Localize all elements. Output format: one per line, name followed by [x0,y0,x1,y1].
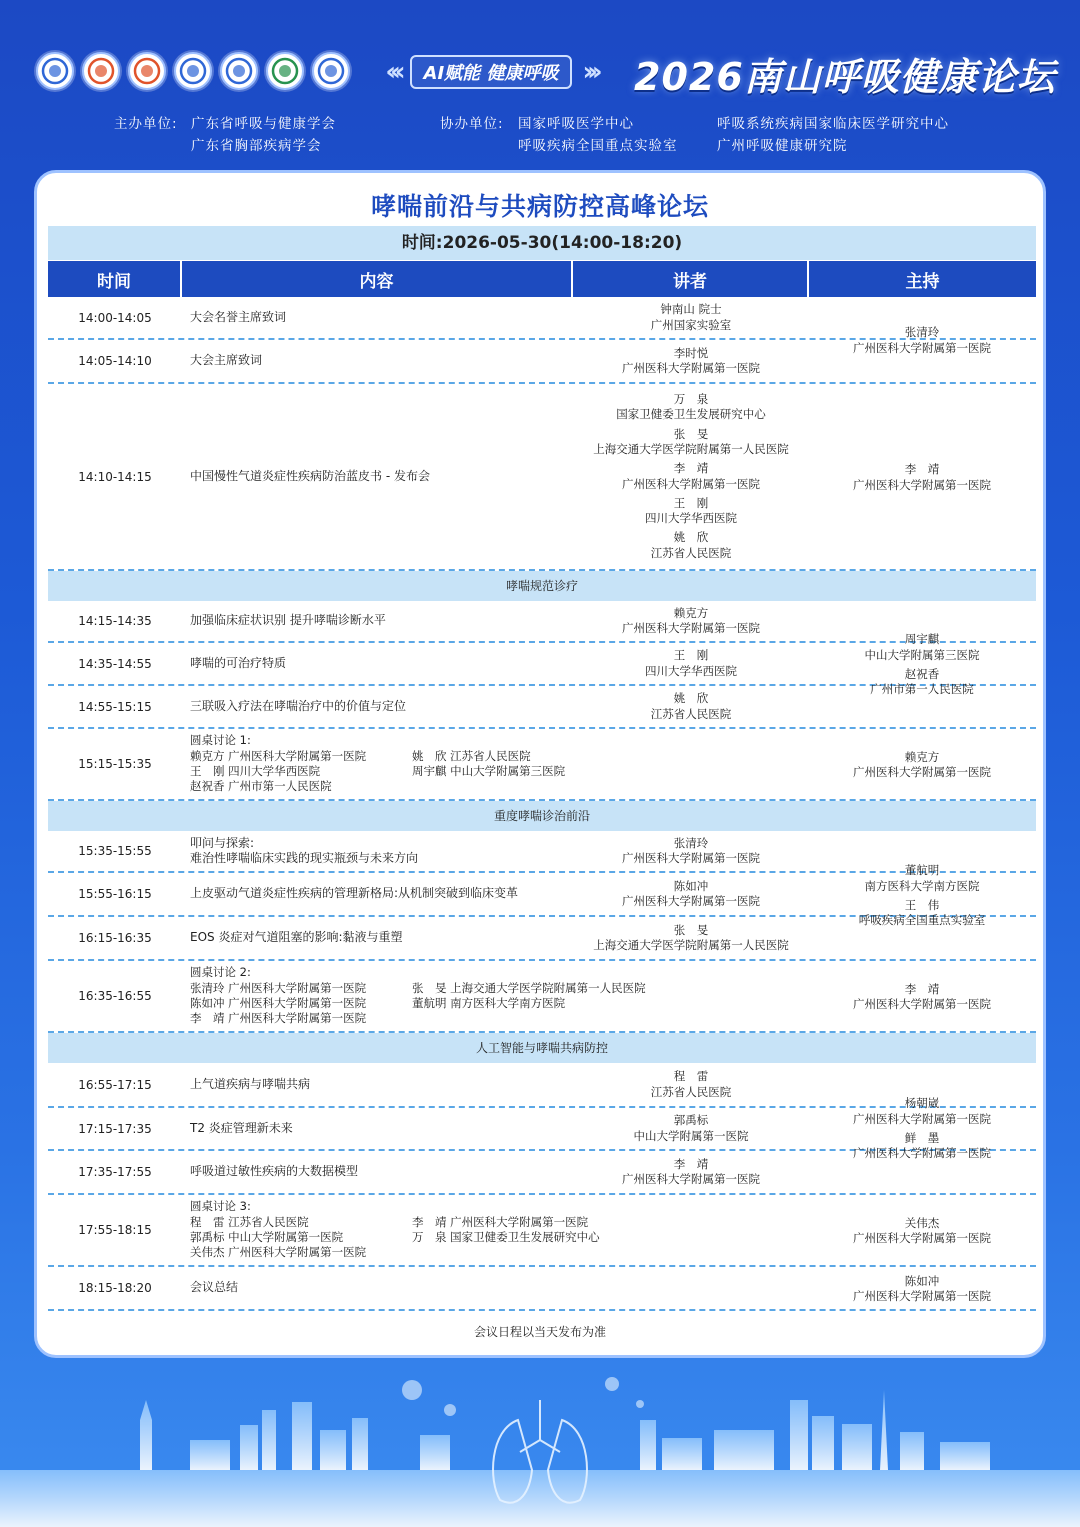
row-speakers [573,384,809,569]
moderator-affiliation: 广州医科大学附属第一医院 [853,1146,991,1161]
col-header-time: 时间 [48,261,182,297]
moderator [853,1216,991,1247]
speaker [593,923,789,954]
moderator [853,1131,991,1162]
panelist: 张清玲 广州医科大学附属第一医院 [190,980,367,995]
row-content [190,831,620,871]
host-cell [809,729,1035,801]
speaker-affiliation: 广州医科大学附属第一医院 [622,894,760,908]
moderator-affiliation: 南方医科大学南方医院 [864,878,980,893]
panelist: 陈如冲 广州医科大学附属第一医院 [190,996,367,1010]
row-time: 14:00-14:05 [78,310,152,325]
topic-text: 三联吸入疗法在哮喘治疗中的价值与定位 [190,698,407,713]
moderator-name: 李 靖 [904,981,940,996]
row-content [190,729,620,799]
roundtable-title: 圆桌讨论 2: [190,965,251,980]
row-speakers [573,340,809,382]
row-time: 16:15-16:35 [78,931,152,945]
moderator [853,1274,991,1305]
row-time: 18:15-18:20 [78,1281,152,1295]
row-time: 15:55-16:15 [78,887,152,901]
moderator [865,863,980,894]
topic-line: 叩问与探索: [190,835,255,850]
speaker-name: 姚 欣 [673,530,709,545]
row-content [190,873,620,915]
row-speakers [573,686,809,727]
row-content [190,1151,620,1193]
host-org-1: 广东省呼吸与健康学会 [191,116,336,132]
speaker-name: 张 旻 [673,922,709,937]
medical-center-icon [128,52,166,90]
row-speakers [573,1108,809,1149]
moderator-name: 鲜 墨 [904,1131,940,1145]
speaker-affiliation: 江苏省人民医院 [650,706,732,721]
moderator-name: 关伟杰 [904,1215,940,1230]
panelist: 赵祝香 广州市第一人民医院 [190,779,332,794]
forum-title: 2026南山呼吸健康论坛 [634,55,1056,99]
moderator [853,982,991,1013]
speaker-affiliation: 四川大学华西医院 [645,511,737,526]
topic-text: 哮喘的可治疗特质 [190,655,287,670]
speaker-affiliation: 广州医科大学附属第一医院 [622,621,760,635]
topic-text: EOS 炎症对气道阻塞的影响:黏液与重塑 [190,930,403,945]
speaker [593,427,789,458]
topic-text: 大会名誉主席致词 [190,309,287,324]
speaker [622,606,760,637]
speaker [651,530,732,561]
host-cell [809,1195,1035,1267]
col-header-speaker: 讲者 [573,261,809,297]
speaker-name: 赖克方 [673,605,709,620]
speaker-name: 程 雷 [673,1069,709,1084]
speaker-name: 郭禹标 [673,1113,709,1128]
row-time: 17:35-17:55 [78,1165,152,1179]
topic-text: 上气道疾病与哮喘共病 [190,1076,311,1091]
host-cell [809,961,1035,1033]
co-host-label: 协办单位: [440,116,504,132]
co-org-2: 呼吸疾病全国重点实验室 [518,138,678,154]
footer-note: 会议日程以当天发布为准 [473,1325,606,1339]
table-header [48,261,1036,297]
moderator-name: 陈如冲 [904,1273,940,1288]
speaker [616,392,766,423]
speaker [645,496,737,527]
speaker-affiliation: 广州医科大学附属第一医院 [622,1172,760,1186]
logo-strip [36,52,350,90]
row-time: 16:35-16:55 [78,989,152,1003]
panelist: 姚 欣 江苏省人民医院 [412,748,531,763]
moderator-affiliation: 中山大学附属第三医院 [864,647,980,662]
section-heading: 哮喘规范诊疗 [48,571,1036,601]
row-content [190,961,646,1031]
roundtable-panel [190,1199,672,1260]
moderator-name: 张清玲 [904,325,940,340]
host-cell [809,1267,1035,1311]
speaker [622,346,760,377]
row-speakers [573,297,809,338]
speaker [622,879,760,910]
speaker [634,1113,749,1144]
row-speakers [573,643,809,684]
row-content [190,601,620,641]
slogan-badge [358,52,624,92]
poster-header [0,0,1080,170]
right-chevrons-icon: ››› [582,57,597,87]
moderator-name: 董航明 [904,863,940,878]
speaker-name: 李时悦 [673,345,709,360]
row-time: 15:15-15:35 [78,757,152,771]
panelist: 郭禹标 中山大学附属第一医院 [190,1230,344,1244]
row-content [190,1108,620,1149]
host-org-2: 广东省胸部疾病学会 [191,138,322,154]
row-time: 17:55-18:15 [78,1223,152,1237]
topic-line: 难治性哮喘临床实践的现实瓶颈与未来方向 [190,851,419,865]
speaker-affiliation: 广州国家实验室 [650,317,732,332]
speaker-affiliation: 广州医科大学附属第一医院 [622,361,760,375]
row-time: 14:55-15:15 [78,699,152,714]
topic-text: 大会主席致词 [190,353,263,368]
row-content [190,1195,620,1265]
panelist: 王 刚 四川大学华西医院 [190,764,321,778]
moderator [853,325,991,356]
topic-text: T2 炎症管理新未来 [190,1120,293,1135]
row-content [190,686,620,727]
row-content [190,384,620,569]
section-heading: 人工智能与哮喘共病防控 [48,1033,1036,1063]
moderator-affiliation: 呼吸疾病全国重点实验室 [858,913,986,928]
panelist: 万 泉 国家卫健委卫生发展研究中心 [412,1230,600,1244]
row-content [190,917,620,959]
slogan-text: AI赋能 健康呼吸 [410,55,573,89]
moderator-affiliation: 广州医科大学附属第一医院 [853,1111,991,1126]
city-skyline-illustration [0,1360,1080,1527]
topic-text: 上皮驱动气道炎症性疾病的管理新格局:从机制突破到临床变革 [190,886,519,901]
moderator-name: 周宇麒 [904,632,940,647]
host-cell [809,601,1035,729]
topic-text: 加强临床症状识别 提升哮喘诊断水平 [190,613,386,628]
speaker-name: 王 刚 [673,648,709,663]
co-org-3: 呼吸系统疾病国家临床医学研究中心 [717,116,949,132]
moderator [853,750,991,781]
speaker-affiliation: 四川大学华西医院 [645,663,737,678]
host-label: 主办单位: [114,116,178,132]
speaker [651,302,732,333]
topic-text: 呼吸道过敏性疾病的大数据模型 [190,1164,359,1179]
speaker-affiliation: 上海交通大学医学院附属第一人民医院 [593,938,789,952]
moderator-affiliation: 广州医科大学附属第一医院 [853,340,991,355]
panelist: 张 旻 上海交通大学医学院附属第一人民医院 [412,980,646,995]
roundtable-title: 圆桌讨论 3: [190,1199,251,1214]
speaker-affiliation: 江苏省人民医院 [650,1084,732,1099]
speaker-affiliation: 中山大学附属第一医院 [633,1128,749,1143]
host-cell [809,384,1035,571]
row-time: 14:05-14:10 [78,354,152,368]
row-speakers [573,1151,809,1193]
moderator [853,1096,991,1127]
speaker [622,461,760,492]
panelist: 赖克方 广州医科大学附属第一医院 [190,748,367,763]
panelist: 李 靖 广州医科大学附属第一医院 [412,1214,589,1229]
session-title: 哮喘前沿与共病防控高峰论坛 [370,192,709,221]
row-time: 14:15-14:35 [78,614,152,628]
speaker-name: 李 靖 [673,461,709,476]
speaker-name: 李 靖 [673,1156,709,1171]
speaker-name: 万 泉 [673,392,709,407]
speaker [622,836,760,867]
speaker-name: 张 旻 [673,426,709,441]
moderator-affiliation: 广州医科大学附属第一医院 [853,997,991,1011]
row-content [190,1267,620,1309]
row-speakers [573,831,809,871]
host-cell [809,831,1035,961]
speaker-name: 张清玲 [673,835,709,850]
speaker-affiliation: 上海交通大学医学院附属第一人民医院 [593,441,789,456]
chest-society-icon [82,52,120,90]
moderator [870,667,974,698]
panelist: 李 靖 广州医科大学附属第一医院 [190,1011,367,1026]
panelist: 周宇麒 中山大学附属第三医院 [412,764,566,778]
co-org-4: 广州呼吸健康研究院 [717,138,848,154]
row-speakers [573,1063,809,1106]
row-time: 17:15-17:35 [78,1121,152,1136]
moderator [859,898,986,929]
moderator [853,462,991,493]
moderator-affiliation: 广州医科大学附属第一医院 [853,1231,991,1245]
moderator-name: 杨朝崴 [904,1096,940,1111]
lab-emblem-icon [174,52,212,90]
speaker-affiliation: 国家卫健委卫生发展研究中心 [616,407,766,422]
row-time: 14:10-14:15 [78,469,152,484]
moderator-name: 赖克方 [904,749,940,764]
col-header-content: 内容 [182,261,573,297]
row-time: 14:35-14:55 [78,656,152,671]
col-header-host: 主持 [905,271,940,292]
moderator-affiliation: 广州医科大学附属第一医院 [853,477,991,492]
session-time: 时间:2026-05-30(14:00-18:20) [48,226,1036,260]
row-time: 15:35-15:55 [78,844,152,858]
section-heading: 重度哮喘诊治前沿 [48,801,1036,831]
institute-emblem-icon [266,52,304,90]
row-speakers [573,873,809,915]
roundtable-panel [190,965,672,1026]
row-content [190,643,620,684]
roundtable-panel [190,733,672,794]
row-time: 16:55-17:15 [78,1077,152,1092]
moderator-name: 王 伟 [904,898,940,912]
moderator-affiliation: 广州市第一人民医院 [870,682,974,697]
row-content [190,297,620,338]
society-emblem-icon [36,52,74,90]
agenda-card [34,170,1046,1358]
moderator-affiliation: 广州医科大学附属第一医院 [853,1289,991,1303]
hospital-emblem-icon [312,52,350,90]
speaker [622,1157,760,1188]
speaker [651,691,732,722]
topic-text: 中国慢性气道炎症性疾病防治蓝皮书 - 发布会 [190,468,430,483]
row-content [190,1063,620,1106]
panelist: 关伟杰 广州医科大学附属第一医院 [190,1245,367,1260]
left-chevrons-icon: ‹‹‹ [385,57,400,87]
host-cell [809,1063,1035,1195]
moderator-name: 赵祝香 [904,667,940,681]
host-cell [809,297,1035,384]
co-org-1: 国家呼吸医学中心 [518,116,634,132]
speaker-affiliation: 江苏省人民医院 [650,545,732,560]
speaker-name: 陈如冲 [673,878,709,893]
moderator [865,632,980,663]
row-speakers [573,601,809,641]
speaker [651,1069,732,1100]
row-content [190,340,620,382]
speaker-affiliation: 广州医科大学附属第一医院 [622,851,760,865]
panelist: 董航明 南方医科大学南方医院 [412,996,566,1010]
speaker-affiliation: 广州医科大学附属第一医院 [622,476,760,491]
roundtable-title: 圆桌讨论 1: [190,733,251,748]
speaker-name: 姚 欣 [673,691,709,706]
panelist: 程 雷 江苏省人民医院 [190,1214,309,1229]
speaker [645,648,737,679]
speaker-name: 钟南山 院士 [660,302,722,317]
row-speakers [573,917,809,959]
speaker-name: 王 刚 [673,495,709,510]
research-center-icon [220,52,258,90]
moderator-affiliation: 广州医科大学附属第一医院 [853,765,991,779]
moderator-name: 李 靖 [904,462,940,477]
topic-text: 会议总结 [190,1280,239,1295]
